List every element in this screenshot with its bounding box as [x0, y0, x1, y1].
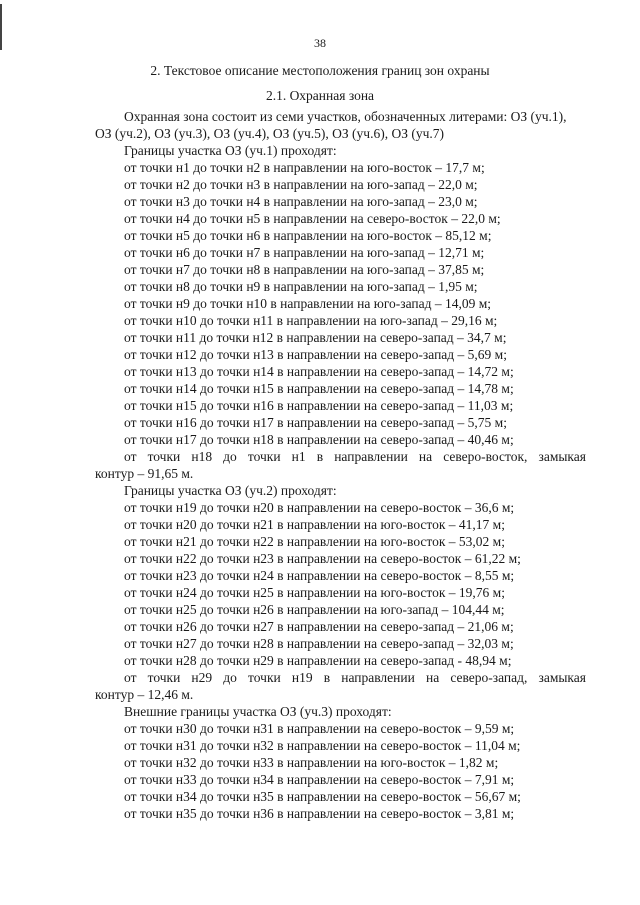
section-2-closing-line-2: контур – 12,46 м. [95, 687, 194, 702]
list-item: от точки н21 до точки н22 в направлении на юго-восток – 53,02 м; [124, 534, 505, 549]
list-item: от точки н32 до точки н33 в направлении на юго-восток – 1,82 м; [124, 755, 499, 770]
list-item: от точки н24 до точки н25 в направлении на юго-восток – 19,76 м; [124, 585, 505, 600]
list-item: от точки н19 до точки н20 в направлении на северо-восток – 36,6 м; [124, 500, 515, 515]
section-title: 2. Текстовое описание местоположения границ зон охраны [150, 63, 490, 78]
list-item: от точки н8 до точки н9 в направлении на юго-запад – 1,95 м; [124, 279, 478, 294]
list-item: от точки н30 до точки н31 в направлении на северо-восток – 9,59 м; [124, 721, 515, 736]
list-item: от точки н26 до точки н27 в направлении на северо-запад – 21,06 м; [124, 619, 514, 634]
list-item: от точки н25 до точки н26 в направлении на юго-запад – 104,44 м; [124, 602, 505, 617]
list-item: от точки н4 до точки н5 в направлении на северо-восток – 22,0 м; [124, 211, 501, 226]
list-item: от точки н17 до точки н18 в направлении на северо-запад – 40,46 м; [124, 432, 514, 447]
intro-line-2: ОЗ (уч.2), ОЗ (уч.3), ОЗ (уч.4), ОЗ (уч.5), ОЗ (уч.6), ОЗ (уч.7) [95, 126, 445, 141]
list-item: от точки н31 до точки н32 в направлении на северо-восток – 11,04 м; [124, 738, 521, 753]
list-item: от точки н20 до точки н21 в направлении на юго-восток – 41,17 м; [124, 517, 505, 532]
list-item: от точки н16 до точки н17 в направлении на северо-запад – 5,75 м; [124, 415, 507, 430]
list-item: от точки н3 до точки н4 в направлении на юго-запад – 23,0 м; [124, 194, 478, 209]
list-item: от точки н12 до точки н13 в направлении на северо-запад – 5,69 м; [124, 347, 507, 362]
list-item: от точки н5 до точки н6 в направлении на юго-восток – 85,12 м; [124, 228, 492, 243]
section-2-list [124, 499, 586, 669]
list-item: от точки н34 до точки н35 в направлении на северо-восток – 56,67 м; [124, 789, 521, 804]
intro-line-1: Охранная зона состоит из семи участков, обозначенных литерами: ОЗ (уч.1), [124, 109, 567, 124]
list-item: от точки н6 до точки н7 в направлении на юго-запад – 12,71 м; [124, 245, 485, 260]
list-item: от точки н10 до точки н11 в направлении на юго-запад – 29,16 м; [124, 313, 498, 328]
section-3-header: Внешние границы участка ОЗ (уч.3) проходят: [124, 704, 392, 719]
list-item: от точки н11 до точки н12 в направлении на северо-запад – 34,7 м; [124, 330, 507, 345]
body-text [95, 108, 586, 822]
list-item: от точки н15 до точки н16 в направлении на северо-запад – 11,03 м; [124, 398, 514, 413]
section-1-header: Границы участка ОЗ (уч.1) проходят: [124, 143, 337, 158]
section-1-closing-line-2: контур – 91,65 м. [95, 466, 194, 481]
subsection-title: 2.1. Охранная зона [265, 88, 375, 103]
list-item: от точки н33 до точки н34 в направлении на северо-восток – 7,91 м; [124, 772, 515, 787]
list-item: от точки н27 до точки н28 в направлении на северо-запад – 32,03 м; [124, 636, 514, 651]
list-item: от точки н22 до точки н23 в направлении на северо-восток – 61,22 м; [124, 551, 521, 566]
list-item: от точки н23 до точки н24 в направлении на северо-восток – 8,55 м; [124, 568, 515, 583]
section-1-list [124, 159, 586, 448]
list-item: от точки н2 до точки н3 в направлении на юго-запад – 22,0 м; [124, 177, 478, 192]
section-2-closing-line-1: от точки н29 до точки н19 в направлении на северо-запад, замыкая [124, 670, 586, 685]
list-item: от точки н7 до точки н8 в направлении на юго-запад – 37,85 м; [124, 262, 485, 277]
section-3-list [124, 720, 586, 822]
list-item: от точки н9 до точки н10 в направлении на юго-запад – 14,09 м; [124, 296, 492, 311]
list-item: от точки н14 до точки н15 в направлении на северо-запад – 14,78 м; [124, 381, 514, 396]
list-item: от точки н28 до точки н29 в направлении на северо-запад - 48,94 м; [124, 653, 512, 668]
list-item: от точки н35 до точки н36 в направлении на северо-восток – 3,81 м; [124, 806, 515, 821]
list-item: от точки н13 до точки н14 в направлении на северо-запад – 14,72 м; [124, 364, 514, 379]
page-number: 38 [314, 36, 326, 50]
list-item: от точки н1 до точки н2 в направлении на юго-восток – 17,7 м; [124, 160, 485, 175]
section-1-closing-line-1: от точки н18 до точки н1 в направлении на северо-восток, замыкая [124, 449, 586, 464]
section-2-header: Границы участка ОЗ (уч.2) проходят: [124, 483, 337, 498]
